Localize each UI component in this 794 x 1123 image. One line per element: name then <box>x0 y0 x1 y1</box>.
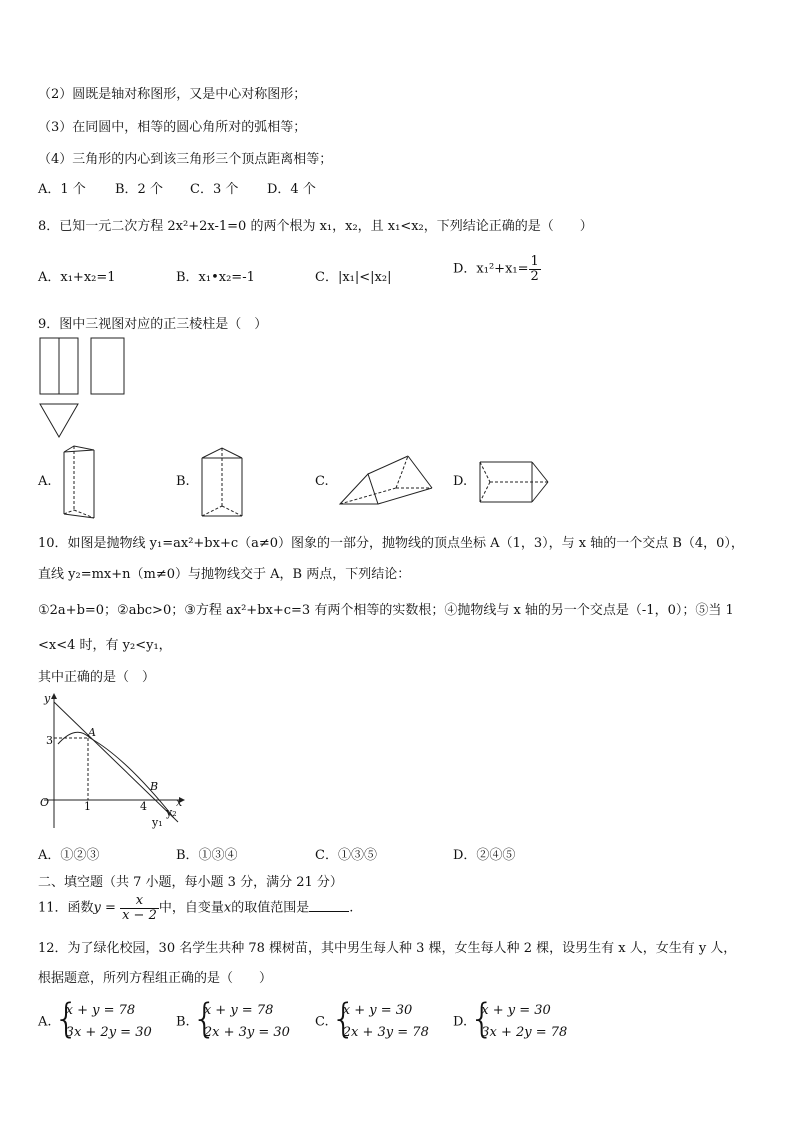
q12-option-d-label: D. <box>453 1014 468 1030</box>
q8-option-b: B．x₁•x₂=-1 <box>176 270 255 285</box>
q9-option-d-label: D. <box>453 474 468 489</box>
equation-1: x + y = 78 <box>203 1003 274 1018</box>
q11-answer-blank[interactable] <box>309 901 349 912</box>
q12-option-d-system <box>469 996 568 1044</box>
q9-option-a-prism <box>60 444 132 522</box>
equation-2: 2x + 3y = 30 <box>203 1025 290 1040</box>
q7-option-a: A．1 个 <box>38 182 86 197</box>
q12-option-b-label: B. <box>176 1014 190 1030</box>
q9-option-d-prism <box>476 458 552 508</box>
brace-icon: { <box>191 996 218 1042</box>
equation-1: x + y = 30 <box>481 1003 551 1018</box>
q12-option-c <box>315 996 429 1044</box>
q12-option-c-system <box>330 996 429 1044</box>
q9-option-b-prism <box>198 444 248 522</box>
fraction-numerator: 1 <box>530 254 539 269</box>
q12-option-b <box>176 996 290 1044</box>
q10-stem-line-2: 直线 y₂=mx+n（m≠0）与抛物线交于 A，B 两点，下列结论： <box>38 567 411 582</box>
line-y2 <box>54 702 178 822</box>
q7-option-c: C．3 个 <box>190 182 239 197</box>
q12-option-b-system <box>191 996 290 1044</box>
fraction-numerator: x <box>120 894 159 909</box>
q8-option-d <box>453 255 541 283</box>
q12-stem-line-1: 12．为了绿化校园，30 名学生共种 78 棵树苗，其中男生每人种 3 棵，女生每人种 2 棵，设男生有 x 人，女生有 y 人， <box>38 941 737 956</box>
q12-option-a <box>38 996 152 1044</box>
q12-option-a-label: A. <box>38 1014 52 1030</box>
parabola-line-graph <box>36 688 196 833</box>
x-axis-label: x <box>176 796 183 809</box>
x-tick-1: 1 <box>84 800 91 813</box>
q10-option-b: B．①③④ <box>176 848 238 863</box>
q11-suffix: 的取值范围是 <box>231 900 310 916</box>
q12-option-a-system <box>53 996 152 1044</box>
y-tick-3: 3 <box>46 734 53 747</box>
fraction-denominator: 2 <box>530 268 539 284</box>
y1-label: y₁ <box>152 816 163 829</box>
equation-2: 3x + 2y = 30 <box>65 1025 152 1040</box>
q11-fraction <box>120 894 159 922</box>
section-2-heading: 二、填空题（共 7 小题，每小题 3 分，满分 21 分） <box>38 875 343 890</box>
side-view <box>91 338 124 394</box>
q7-statement-2: （2）圆既是轴对称图形，又是中心对称图形； <box>38 87 307 102</box>
q11-mid: 中，自变量 <box>158 900 224 916</box>
brace-icon: { <box>330 996 357 1042</box>
q11-y: y <box>93 900 101 916</box>
q12-option-d <box>453 996 568 1044</box>
q11-var: x <box>223 900 232 916</box>
q8-option-d-prefix: D．x₁²+x₁= <box>453 261 529 277</box>
point-b-label: B <box>150 780 159 793</box>
q10-stem-line-5: 其中正确的是（ ） <box>38 670 156 685</box>
q7-statement-3: （3）在同圆中，相等的圆心角所对的弧相等； <box>38 120 307 135</box>
q7-statement-4: （4）三角形的内心到该三角形三个顶点距离相等； <box>38 152 333 167</box>
q9-option-c-label: C. <box>315 474 329 489</box>
y-axis-label: y <box>44 692 51 705</box>
q7-option-b: B．2 个 <box>115 182 163 197</box>
q12-stem-line-2: 根据题意，所列方程组正确的是（ ） <box>38 971 273 986</box>
top-view-triangle <box>40 404 78 437</box>
brace-icon: { <box>469 996 495 1042</box>
fraction-denominator: x − 2 <box>122 907 157 923</box>
equation-1: x + y = 30 <box>342 1003 413 1018</box>
q9-option-b-label: B. <box>176 474 190 489</box>
q10-option-a: A．①②③ <box>38 848 100 863</box>
q10-option-c: C．①③⑤ <box>315 848 377 863</box>
q11-stem <box>38 894 353 922</box>
q8-stem: 8．已知一元二次方程 2x²+2x-1=0 的两个根为 x₁，x₂，且 x₁<x₂，下列结论正确的是（ ） <box>38 219 593 234</box>
q8-option-a: A．x₁+x₂=1 <box>38 270 116 285</box>
q10-stem-line-4: <x<4 时，有 y₂<y₁， <box>38 638 172 653</box>
q8-option-c: C．|x₁|<|x₂| <box>315 270 392 285</box>
q9-option-a-label: A. <box>38 474 52 489</box>
q11-prefix: 11．函数 <box>38 900 94 916</box>
q12-option-c-label: C. <box>315 1014 329 1030</box>
origin-label: O <box>40 796 50 809</box>
brace-icon: { <box>53 996 80 1042</box>
q10-stem-line-3: ①2a+b=0；②abc>0；③方程 ax²+bx+c=3 有两个相等的实数根；④抛物线与 x 轴的另一个交点是（-1，0）；⑤当 1 <box>38 603 734 618</box>
equation-2: 2x + 3y = 78 <box>342 1025 429 1040</box>
x-tick-4: 4 <box>140 800 147 813</box>
point-a-label: A <box>88 726 96 739</box>
q10-stem-line-1: 10．如图是抛物线 y₁=ax²+bx+c（a≠0）图象的一部分，抛物线的顶点坐标 A（1，3），与 x 轴的一个交点 B（4，0）， <box>38 536 744 551</box>
y2-label: y₂ <box>166 806 177 819</box>
equation-1: x + y = 78 <box>65 1003 136 1018</box>
q9-option-c-prism <box>336 452 436 512</box>
q7-option-d: D．4 个 <box>267 182 316 197</box>
parabola-y1 <box>58 732 174 818</box>
q11-equals: = <box>100 900 121 916</box>
q11-end: . <box>349 900 354 916</box>
equation-2: 3x + 2y = 78 <box>481 1025 568 1040</box>
three-view-drawing <box>36 336 131 441</box>
q8-option-d-fraction <box>529 255 541 283</box>
q9-stem: 9．图中三视图对应的正三棱柱是（ ） <box>38 317 268 332</box>
q10-option-d: D．②④⑤ <box>453 848 516 863</box>
